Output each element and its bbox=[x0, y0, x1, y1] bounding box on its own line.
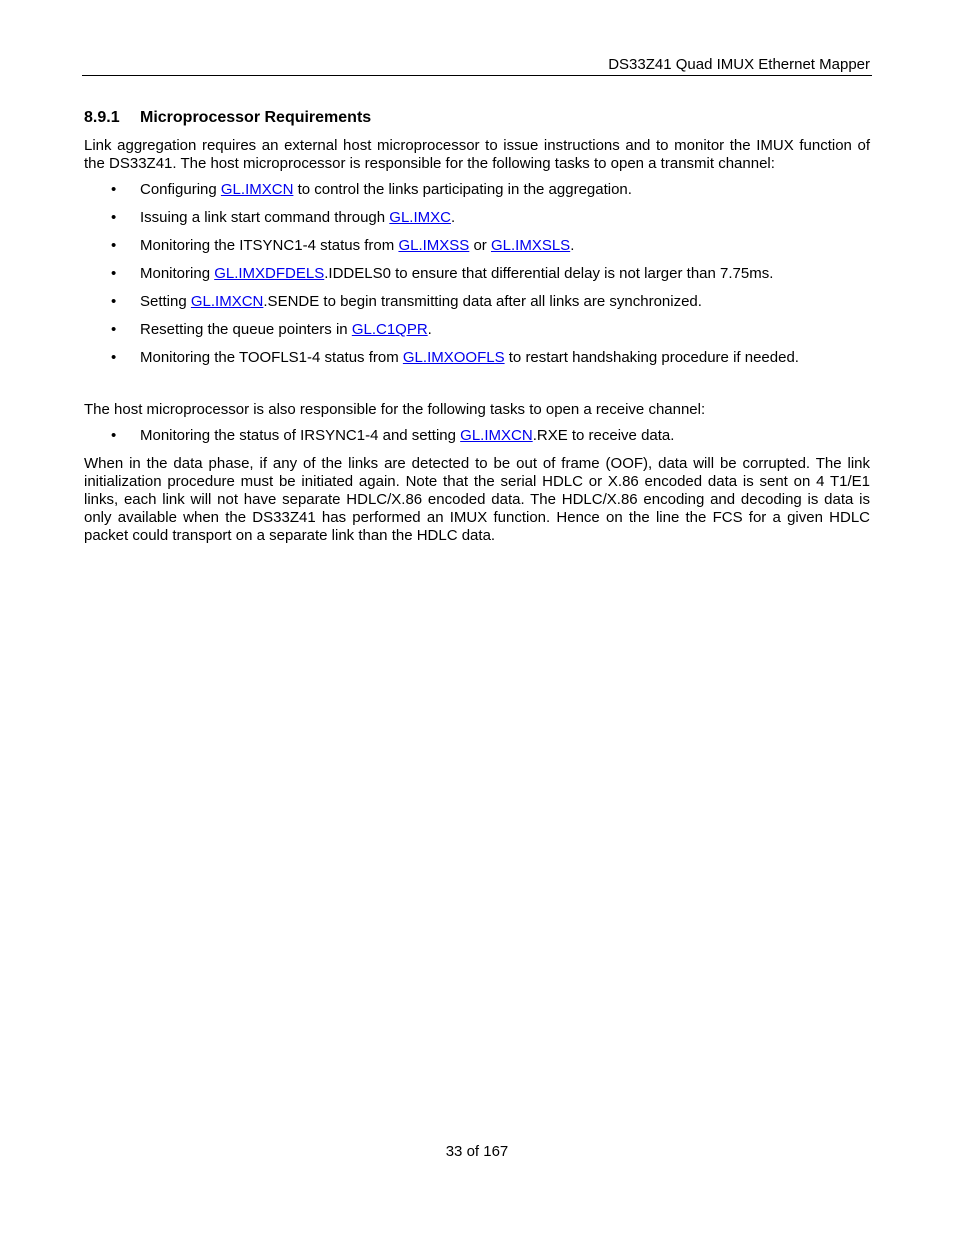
list-item: • Issuing a link start command through GL.IMXC. bbox=[111, 209, 456, 226]
section-heading bbox=[84, 108, 870, 128]
bullet-icon: • bbox=[111, 321, 117, 338]
receive-intro-paragraph: The host microprocessor is also responsible for the following tasks to open a receive channel: bbox=[84, 401, 706, 418]
bullet-icon: • bbox=[111, 349, 117, 366]
register-link-gl-imxcn[interactable]: GL.IMXCN bbox=[460, 427, 533, 444]
register-link-gl-imxss[interactable]: GL.IMXSS bbox=[398, 237, 470, 254]
register-link-gl-imxcn[interactable]: GL.IMXCN bbox=[190, 293, 264, 310]
receive-task-list bbox=[84, 427, 870, 445]
bullet-icon: • bbox=[111, 293, 117, 310]
register-link-gl-c1qpr[interactable]: GL.C1QPR bbox=[351, 321, 428, 338]
register-link-gl-imxdfdels[interactable]: GL.IMXDFDELS bbox=[214, 265, 325, 282]
list-item: • Resetting the queue pointers in GL.C1QPR. bbox=[111, 321, 432, 338]
section-title: Microprocessor Requirements bbox=[140, 109, 372, 126]
page-content bbox=[84, 108, 870, 545]
intro-paragraph: Link aggregation requires an external host microprocessor to issue instructions and to monitor the IMUX function of the DS33Z41. The host microprocessor is responsible for the following tasks to open a transmit channel: bbox=[84, 137, 870, 172]
register-link-gl-imxc[interactable]: GL.IMXC bbox=[389, 209, 451, 226]
register-link-gl-imxcn[interactable]: GL.IMXCN bbox=[220, 181, 294, 198]
transmit-task-list bbox=[84, 181, 870, 367]
bullet-icon: • bbox=[111, 265, 117, 282]
bullet-icon: • bbox=[111, 237, 117, 254]
section-number: 8.9.1 bbox=[84, 109, 120, 126]
closing-paragraph: When in the data phase, if any of the links are detected to be out of frame (OOF), data will be corrupted. The link initialization procedure must be initiated again. Note that the serial HDLC or X.86 encoded data is sent on 4 T1/E1 links, each link will not have separate HDLC/X.86 encoded data. The HDLC/X.86 encoding and decoding is data is only available when the DS33Z41 has performed an IMUX function. Hence on the line the FCS for a given HDLC packet could transport on a separate link than the HDLC data. bbox=[84, 455, 870, 544]
document-header-title: DS33Z41 Quad IMUX Ethernet Mapper bbox=[608, 56, 870, 73]
register-link-gl-imxsls[interactable]: GL.IMXSLS bbox=[490, 237, 571, 254]
bullet-icon: • bbox=[111, 181, 117, 198]
list-item: • Monitoring the status of IRSYNC1-4 and setting GL.IMXCN.RXE to receive data. bbox=[111, 427, 675, 444]
bullet-icon: • bbox=[111, 209, 117, 226]
list-item: • Setting GL.IMXCN.SENDE to begin transmitting data after all links are synchronized. bbox=[111, 293, 702, 310]
list-item: • Monitoring GL.IMXDFDELS.IDDELS0 to ensure that differential delay is not larger than 7.75ms. bbox=[111, 265, 774, 282]
page-number: 33 of 167 bbox=[445, 1143, 509, 1160]
header-divider bbox=[82, 75, 872, 76]
list-item: • Configuring GL.IMXCN to control the links participating in the aggregation. bbox=[111, 181, 632, 198]
register-link-gl-imxoofls[interactable]: GL.IMXOOFLS bbox=[402, 349, 505, 366]
list-item: • Monitoring the ITSYNC1-4 status from GL.IMXSS or GL.IMXSLS. bbox=[111, 237, 575, 254]
spacer bbox=[84, 377, 870, 401]
list-item: • Monitoring the TOOFLS1-4 status from GL.IMXOOFLS to restart handshaking procedure if needed. bbox=[111, 349, 799, 366]
bullet-icon: • bbox=[111, 427, 117, 444]
